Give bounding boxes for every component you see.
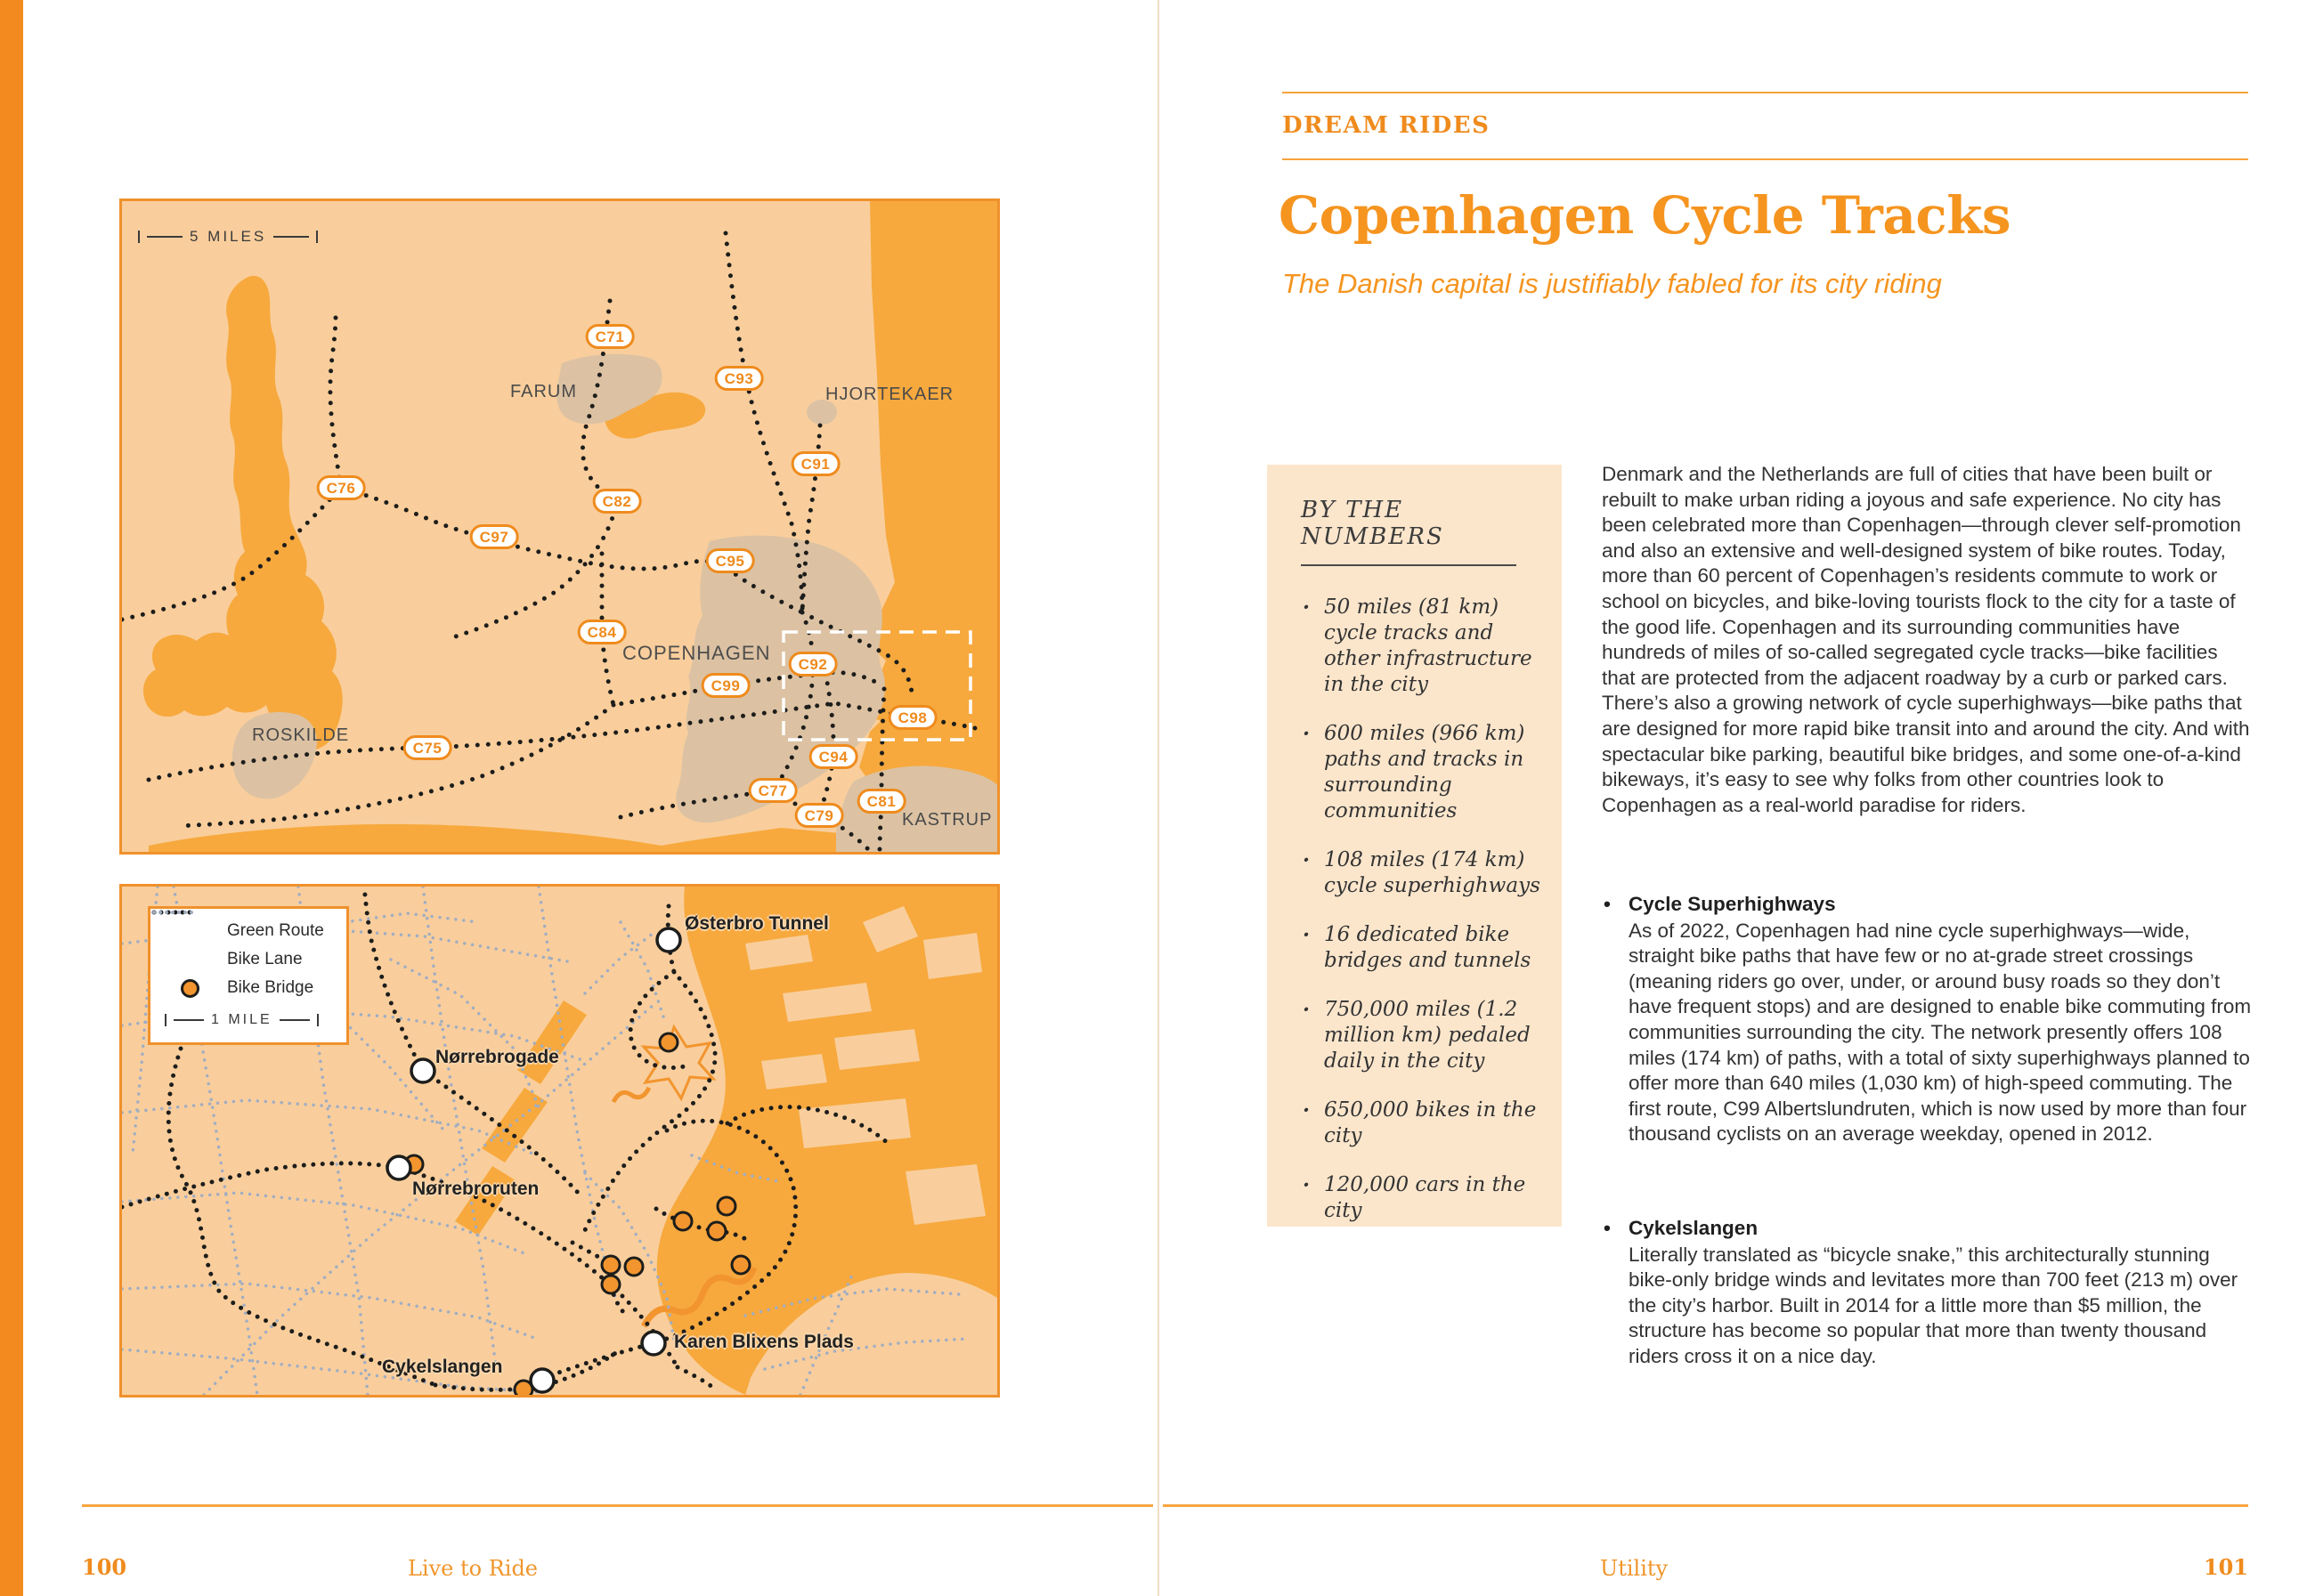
scalebar-line xyxy=(280,1019,310,1021)
stat-item: · 50 miles (81 km) cycle tracks and other infrastructure in the city xyxy=(1301,595,1540,698)
running-footer-left: Live to Ride xyxy=(407,1556,539,1581)
scalebar-tick xyxy=(316,231,318,243)
scalebar-tick xyxy=(317,1014,319,1026)
intro-paragraph: Denmark and the Netherlands are full of cities that have been built or rebuilt to make urban riding a joyous and safe experience. No city has been celebrated more than Copenhagen—through clever self-promotion and also an extensive and well-designed system of bike routes. Today, more than 60 percent of Copenhagen’s residents commute to work or school on bicycles, and bike-loving tourists flock to the city for a taste of the good life. Copenhagen and its surrounding communities have hundreds of miles of so-called segregated cycle tracks—bike facilities that are protected from the adjacent roadway by a curb or parked cars. There’s also a growing network of cycle superhighways—bike paths that are designed for more rapid bike transit into and around the city. And with spectacular bike parking, beautiful bike bridges, and some one-of-a-kind bikeways, it’s easy to see why folks from other countries look to Copenhagen as a real-world paradise for riders. xyxy=(1602,463,2250,816)
legend-label: Bike Bridge xyxy=(227,978,314,997)
page-title: Copenhagen Cycle Tracks xyxy=(1279,185,2011,246)
legend-row-bike-bridge xyxy=(165,978,334,998)
route-badge-c94: C94 xyxy=(809,744,858,769)
stat-item: · 108 miles (174 km) cycle superhighways xyxy=(1301,847,1540,899)
place-label-farum: FARUM xyxy=(510,382,577,401)
page-edge-strip xyxy=(0,0,23,1596)
route-badge-c95: C95 xyxy=(706,548,755,573)
by-the-numbers-list xyxy=(1301,595,1540,1224)
page-fold-divider xyxy=(1158,0,1159,1596)
section-heading: • Cycle Superhighways xyxy=(1629,892,2252,918)
route-badge-c97: C97 xyxy=(470,524,519,549)
city-map xyxy=(119,884,1000,1398)
route-badge-c75: C75 xyxy=(403,735,452,760)
place-label-copenhagen: COPENHAGEN xyxy=(622,642,771,664)
roskilde-fjord xyxy=(143,276,343,750)
place-label-norrebrogade: Nørrebrogade xyxy=(435,1047,559,1067)
stat-item: · 16 dedicated bike bridges and tunnels xyxy=(1301,922,1540,974)
legend-label: Green Route xyxy=(227,921,324,940)
south-bay xyxy=(149,824,840,852)
regional-map-art xyxy=(122,201,997,852)
route-badge-c79: C79 xyxy=(795,803,844,828)
legend-row-bike-lane xyxy=(165,950,334,969)
stat-item: · 600 miles (966 km) paths and tracks in surrounding communities xyxy=(1301,721,1540,824)
scalebar-tick xyxy=(138,231,140,243)
scalebar-line xyxy=(174,1019,204,1021)
section-body: As of 2022, Copenhagen had nine cycle superhighways—wide, straight bike paths that have few or no at-grade street crossings (meaning riders go over, under, or around busy roads so they don’t have frequent stops) and are designed to enable bike commuting from communities surrounding the city. The network presently offers 108 miles (174 km) of paths, with a total of sixty superhighways planned to offer more than 640 miles (1,030 km) of high-speed commuting. The first route, C99 Albertslundruten, which is now used by more than four thousand cyclists on an average weekday, opened in 2012. xyxy=(1629,919,2252,1146)
map-legend xyxy=(148,906,349,1045)
stat-item: · 650,000 bikes in the city xyxy=(1301,1098,1540,1149)
running-footer-right: Utility xyxy=(1600,1556,1669,1581)
route-badge-c84: C84 xyxy=(578,620,627,644)
city-map-scalebar xyxy=(165,1012,334,1028)
legend-row-green-route xyxy=(165,921,334,941)
route-badge-c71: C71 xyxy=(586,324,635,349)
place-label-cykelslangen: Cykelslangen xyxy=(382,1357,503,1377)
kicker-rule-top xyxy=(1282,92,2248,93)
footer-rule-right xyxy=(1163,1504,2248,1507)
route-badge-c92: C92 xyxy=(789,652,838,676)
route-badge-c99: C99 xyxy=(702,673,751,698)
route-badge-c77: C77 xyxy=(749,778,798,803)
scalebar-label: 5 MILES xyxy=(190,228,267,245)
scalebar-line xyxy=(147,236,183,238)
place-label-roskilde: ROSKILDE xyxy=(252,725,350,745)
route-badge-c76: C76 xyxy=(317,475,366,500)
bike-bridge-swatch-icon xyxy=(165,979,215,998)
kicker-rule-bottom xyxy=(1282,158,2248,160)
route-badge-c82: C82 xyxy=(593,489,642,514)
page-number-left: 100 xyxy=(82,1554,127,1580)
route-badge-c98: C98 xyxy=(889,705,938,730)
scalebar-tick xyxy=(165,1014,167,1026)
section-cycle-superhighways xyxy=(1602,892,2252,1147)
stat-item: · 750,000 miles (1.2 million km) pedaled daily in the city xyxy=(1301,997,1540,1074)
city-lakes xyxy=(455,1001,587,1235)
by-the-numbers-rule xyxy=(1301,564,1516,566)
section-body: Literally translated as “bicycle snake,” this architecturally stunning bike-only bridge winds and levitates more than 700 feet (213 m) over the city’s harbor. Built in 2014 for a little more than $5 million, the structure has become so popular that more than twenty thousand riders cross it on a nice day. xyxy=(1629,1243,2238,1367)
scalebar-label: 1 MILE xyxy=(211,1012,272,1027)
by-the-numbers-panel xyxy=(1267,465,1562,1227)
regional-map-scalebar xyxy=(138,228,318,246)
place-label-norrebroruten: Nørrebroruten xyxy=(412,1179,540,1199)
route-badge-c93: C93 xyxy=(715,366,764,391)
route-badge-c81: C81 xyxy=(857,789,906,814)
moat-squiggle-2 xyxy=(613,1088,649,1102)
route-badge-c91: C91 xyxy=(792,451,841,476)
place-label-kastrup: KASTRUP xyxy=(902,810,993,830)
section-heading: • Cykelslangen xyxy=(1629,1216,2252,1242)
stat-item: · 120,000 cars in the city xyxy=(1301,1172,1540,1224)
footer-rule-left xyxy=(82,1504,1153,1507)
place-label-osterbro-tunnel: Østerbro Tunnel xyxy=(685,913,829,934)
place-label-hjortekaer: HJORTEKAER xyxy=(825,385,954,404)
place-label-karen-blixens-plads: Karen Blixens Plads xyxy=(674,1332,854,1352)
legend-label: Bike Lane xyxy=(227,950,303,968)
kicker: DREAM RIDES xyxy=(1282,112,1491,139)
regional-map xyxy=(119,198,1000,855)
section-cykelslangen xyxy=(1602,1216,2252,1370)
place-markers xyxy=(387,928,680,1392)
page-number-right: 101 xyxy=(2203,1554,2248,1580)
by-the-numbers-heading: BY THE NUMBERS xyxy=(1301,497,1444,550)
page-subtitle: The Danish capital is justifiably fabled for its city riding xyxy=(1282,268,1942,299)
scalebar-line xyxy=(273,236,309,238)
